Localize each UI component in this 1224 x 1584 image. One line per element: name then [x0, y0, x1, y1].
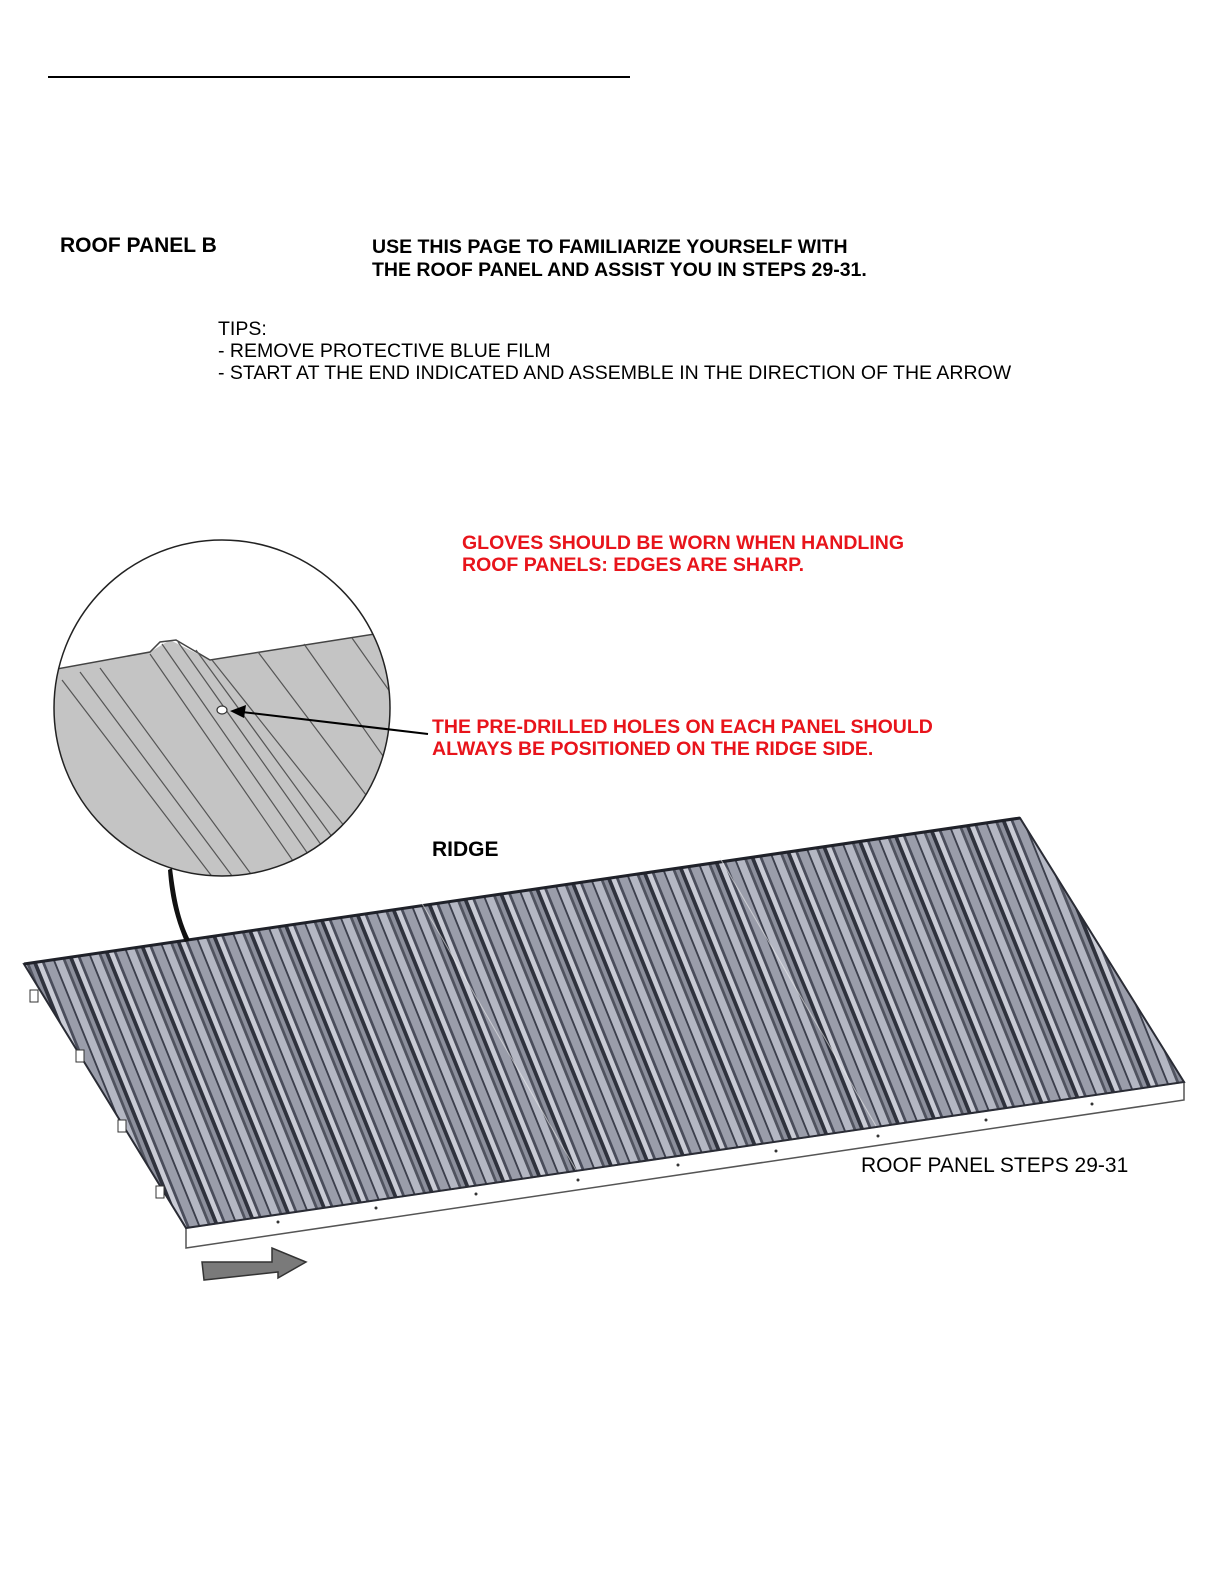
- tips-heading: TIPS:: [218, 318, 267, 340]
- intro-line-1: USE THIS PAGE TO FAMILIARIZE YOURSELF WITH: [372, 236, 848, 258]
- gloves-warning: [462, 532, 904, 576]
- steps-label: ROOF PANEL STEPS 29-31: [861, 1154, 1129, 1177]
- gloves-warning-line-2: ROOF PANELS: EDGES ARE SHARP.: [462, 554, 805, 576]
- holes-warning: [432, 716, 933, 760]
- magnifier-detail-circle: [40, 540, 400, 900]
- intro-line-2: THE ROOF PANEL AND ASSIST YOU IN STEPS 29-31.: [372, 259, 867, 281]
- tip-item-1: - REMOVE PROTECTIVE BLUE FILM: [218, 340, 551, 362]
- holes-warning-line-1: THE PRE-DRILLED HOLES ON EACH PANEL SHOULD: [432, 716, 933, 738]
- ridge-label: RIDGE: [432, 838, 499, 861]
- page-title: ROOF PANEL B: [60, 234, 217, 257]
- gloves-warning-line-1: GLOVES SHOULD BE WORN WHEN HANDLING: [462, 532, 904, 554]
- direction-arrow: [202, 1248, 306, 1280]
- holes-warning-line-2: ALWAYS BE POSITIONED ON THE RIDGE SIDE.: [432, 738, 874, 760]
- callout-connector: [168, 868, 190, 942]
- tip-item-2: - START AT THE END INDICATED AND ASSEMBLE IN THE DIRECTION OF THE ARROW: [218, 362, 1012, 384]
